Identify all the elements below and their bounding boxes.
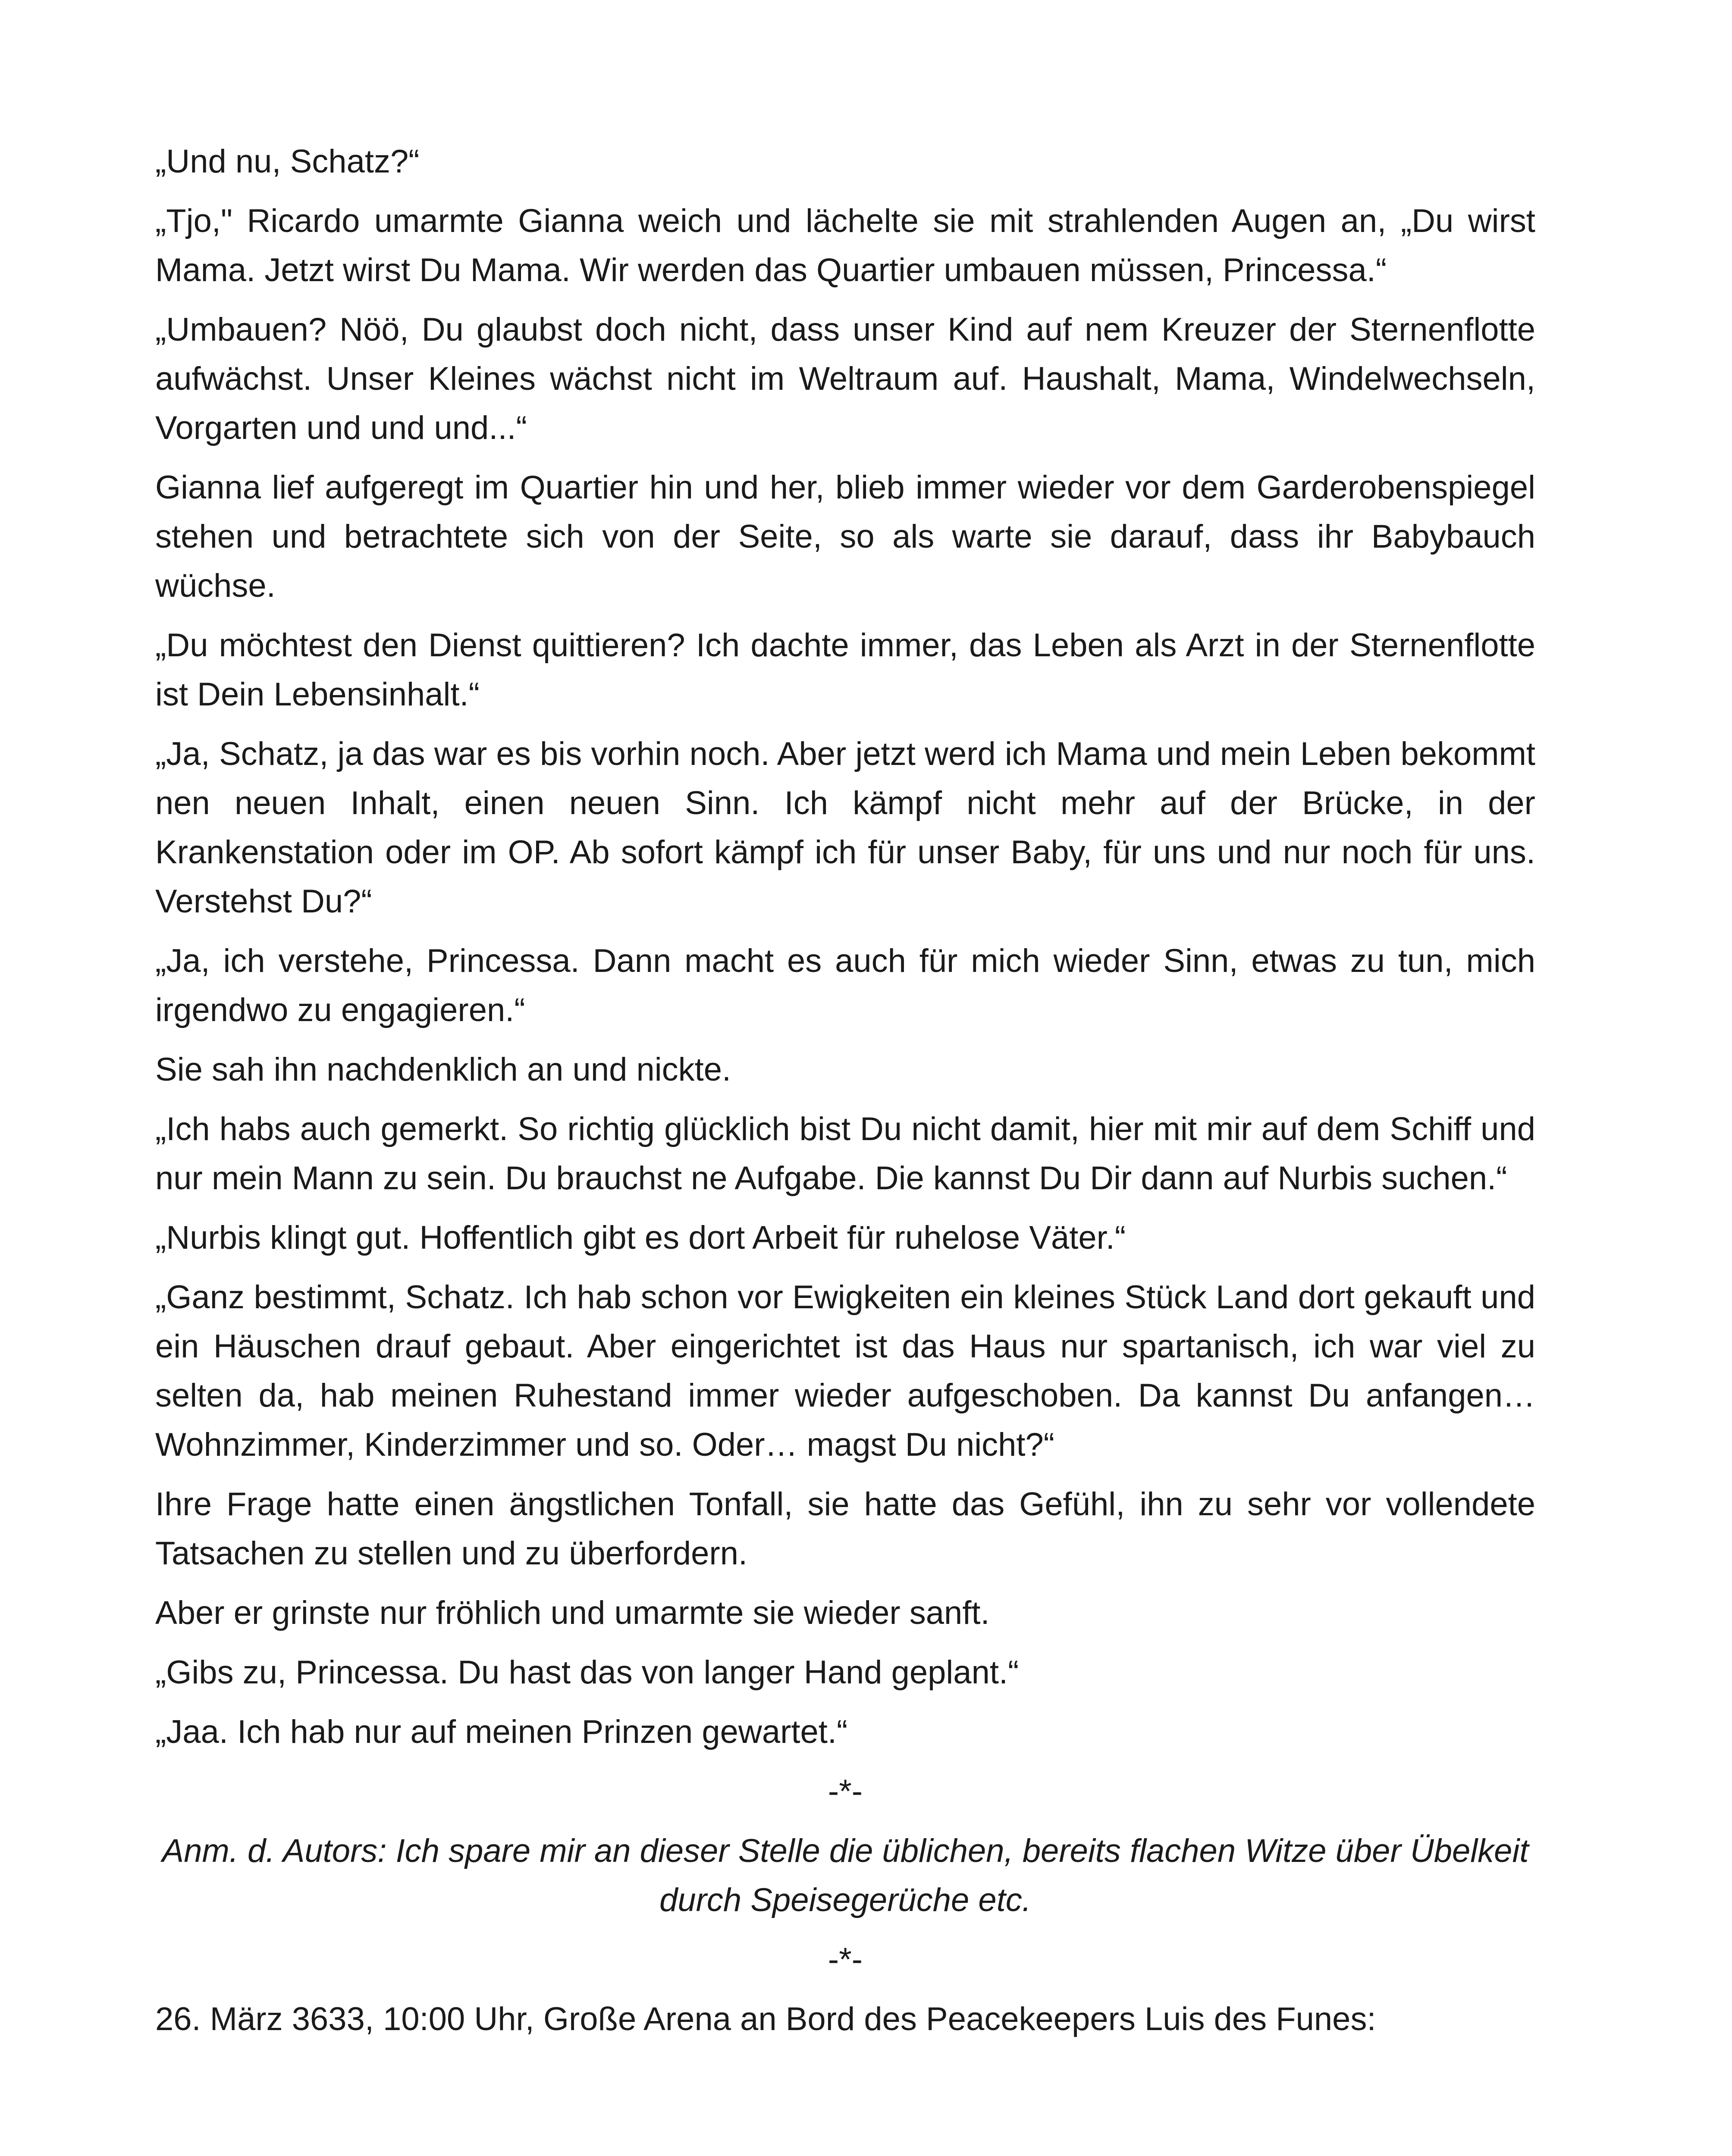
paragraph: „Tjo," Ricardo umarmte Gianna weich und lächelte sie mit strahlenden Augen an, „Du wirst Mama. Jetzt wirst Du Mama. Wir werden das Quartier umbauen müssen, Princessa.“ (155, 203, 1535, 288)
paragraph: Sie sah ihn nachdenklich an und nickte. (155, 1051, 731, 1088)
paragraph: „Ich habs auch gemerkt. So richtig glücklich bist Du nicht damit, hier mit mir auf dem Schiff und nur mein Mann zu sein. Du brauchst ne Aufgabe. Die kannst Du Dir dann auf Nurbis suchen.“ (155, 1111, 1535, 1197)
scene-separator: -*- (828, 1941, 863, 1978)
paragraph: „Ja, ich verstehe, Princessa. Dann macht es auch für mich wieder Sinn, etwas zu tun, mich irgendwo zu engagieren.“ (155, 943, 1535, 1028)
scene-separator: -*- (828, 1773, 863, 1810)
page-body (155, 137, 1535, 2054)
scene-heading: 26. März 3633, 10:00 Uhr, Große Arena an Bord des Peacekeepers Luis des Funes: (155, 2001, 1376, 2037)
paragraph: Aber er grinste nur fröhlich und umarmte sie wieder sanft. (155, 1595, 990, 1631)
paragraph: „Ja, Schatz, ja das war es bis vorhin noch. Aber jetzt werd ich Mama und mein Leben bekommt nen neuen Inhalt, einen neuen Sinn. Ich kämpf nicht mehr auf der Brücke, in der Krankenstation oder im OP. Ab sofort kämpf ich für unser Baby, für uns und nur noch für uns. Verstehst Du?“ (155, 736, 1535, 920)
paragraph: „Ganz bestimmt, Schatz. Ich hab schon vor Ewigkeiten ein kleines Stück Land dort gekauft und ein Häuschen drauf gebaut. Aber eingerichtet ist das Haus nur spartanisch, ich war viel zu selten da, hab meinen Ruhestand immer wieder aufgeschoben. Da kannst Du anfangen… Wohnzimmer, Kinderzimmer und so. Oder… magst Du nicht?“ (155, 1279, 1535, 1463)
paragraph: Gianna lief aufgeregt im Quartier hin und her, blieb immer wieder vor dem Garderobenspiegel stehen und betrachtete sich von der Seite, so als warte sie darauf, dass ihr Babybauch wüchse. (155, 469, 1535, 604)
paragraph: „Und nu, Schatz?“ (155, 143, 420, 180)
paragraph: „Gibs zu, Princessa. Du hast das von langer Hand geplant.“ (155, 1654, 1019, 1691)
paragraph: „Nurbis klingt gut. Hoffentlich gibt es dort Arbeit für ruhelose Väter.“ (155, 1219, 1126, 1256)
paragraph: „Du möchtest den Dienst quittieren? Ich dachte immer, das Leben als Arzt in der Sternenflotte ist Dein Lebensinhalt.“ (155, 627, 1535, 713)
paragraph: „Jaa. Ich hab nur auf meinen Prinzen gewartet.“ (155, 1714, 848, 1750)
paragraph: „Umbauen? Nöö, Du glaubst doch nicht, dass unser Kind auf nem Kreuzer der Sternenflotte aufwächst. Unser Kleines wächst nicht im Weltraum auf. Haushalt, Mama, Windelwechseln, Vorgarten und und und...“ (155, 311, 1535, 446)
document-page (155, 0, 1535, 2156)
paragraph: Ihre Frage hatte einen ängstlichen Tonfall, sie hatte das Gefühl, ihn zu sehr vor vollendete Tatsachen zu stellen und zu überfordern. (155, 1486, 1535, 1572)
author-note: Anm. d. Autors: Ich spare mir an dieser Stelle die üblichen, bereits flachen Witze über Übelkeit durch Speisegerüche etc. (162, 1833, 1529, 1918)
